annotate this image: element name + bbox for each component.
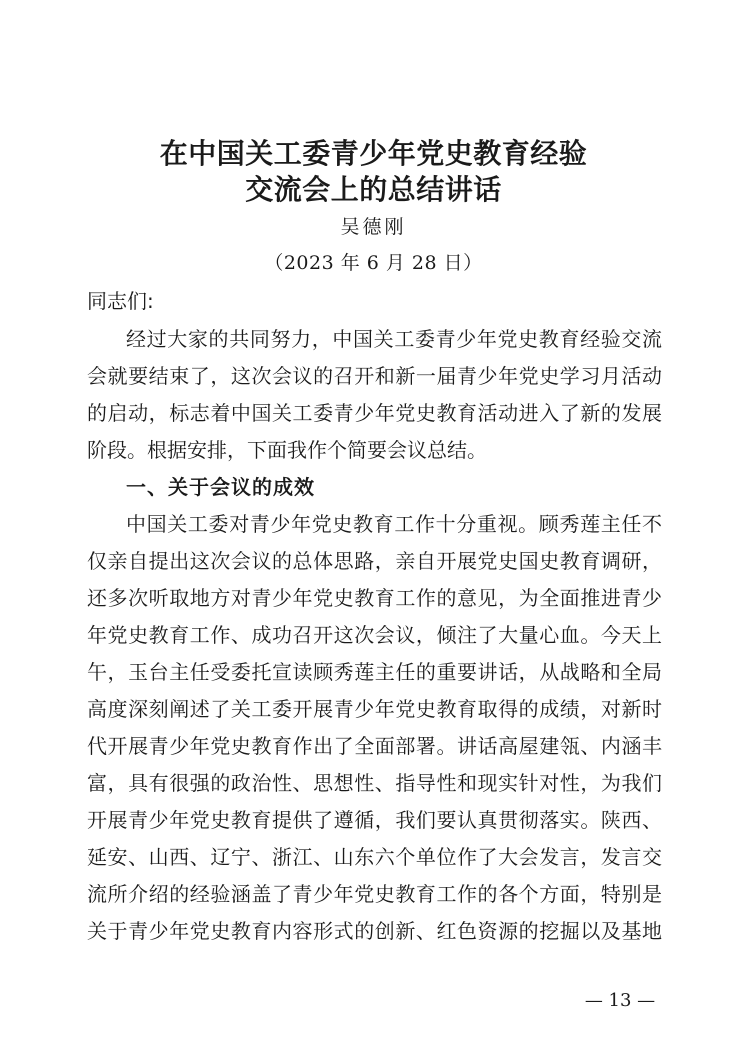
paragraph-2-line: 开展青少年党史教育提供了遵循，我们要认真贯彻落实。陕西、 [87, 808, 662, 832]
paragraph-2-line: 仅亲自提出这次会议的总体思路，亲自开展党史国史教育调研， [87, 549, 662, 573]
paragraph-1-line: 会就要结束了，这次会议的召开和新一届青少年党史学习月活动 [87, 364, 662, 388]
paragraph-2-line: 中国关工委对青少年党史教育工作十分重视。顾秀莲主任不 [126, 512, 662, 536]
paragraph-2-line: 流所介绍的经验涵盖了青少年党史教育工作的各个方面，特别是 [87, 882, 662, 906]
title-line-2: 交流会上的总结讲话 [245, 173, 502, 206]
author: 吴德刚 [340, 216, 407, 238]
salutation: 同志们: [87, 289, 154, 313]
paragraph-2-line: 年党史教育工作、成功召开这次会议，倾注了大量心血。今天上 [87, 623, 662, 647]
paragraph-2-line: 富，具有很强的政治性、思想性、指导性和现实针对性，为我们 [87, 771, 662, 795]
paragraph-2-line: 代开展青少年党史教育作出了全面部署。讲话高屋建瓴、内涵丰 [87, 734, 662, 758]
paragraph-2-line: 延安、山西、辽宁、浙江、山东六个单位作了大会发言，发言交 [87, 845, 662, 869]
page-number: — 13 — [584, 990, 656, 1011]
section-heading: 一、关于会议的成效 [126, 475, 315, 499]
speech-date: （2023 年 6 月 28 日） [264, 252, 483, 274]
paragraph-1-line: 经过大家的共同努力，中国关工委青少年党史教育经验交流 [126, 327, 662, 351]
paragraph-1-line: 阶段。根据安排，下面我作个简要会议总结。 [87, 438, 487, 462]
paragraph-1-line: 的启动，标志着中国关工委青少年党史教育活动进入了新的发展 [87, 401, 662, 425]
paragraph-2-line: 关于青少年党史教育内容形式的创新、红色资源的挖掘以及基地 [87, 919, 662, 943]
paragraph-2-line: 还多次听取地方对青少年党史教育工作的意见，为全面推进青少 [87, 586, 662, 610]
title-line-1: 在中国关工委青少年党史教育经验 [159, 137, 588, 170]
paragraph-2-line: 高度深刻阐述了关工委开展青少年党史教育取得的成绩，对新时 [87, 697, 662, 721]
paragraph-2-line: 午，玉台主任受委托宣读顾秀莲主任的重要讲话，从战略和全局 [87, 660, 662, 684]
